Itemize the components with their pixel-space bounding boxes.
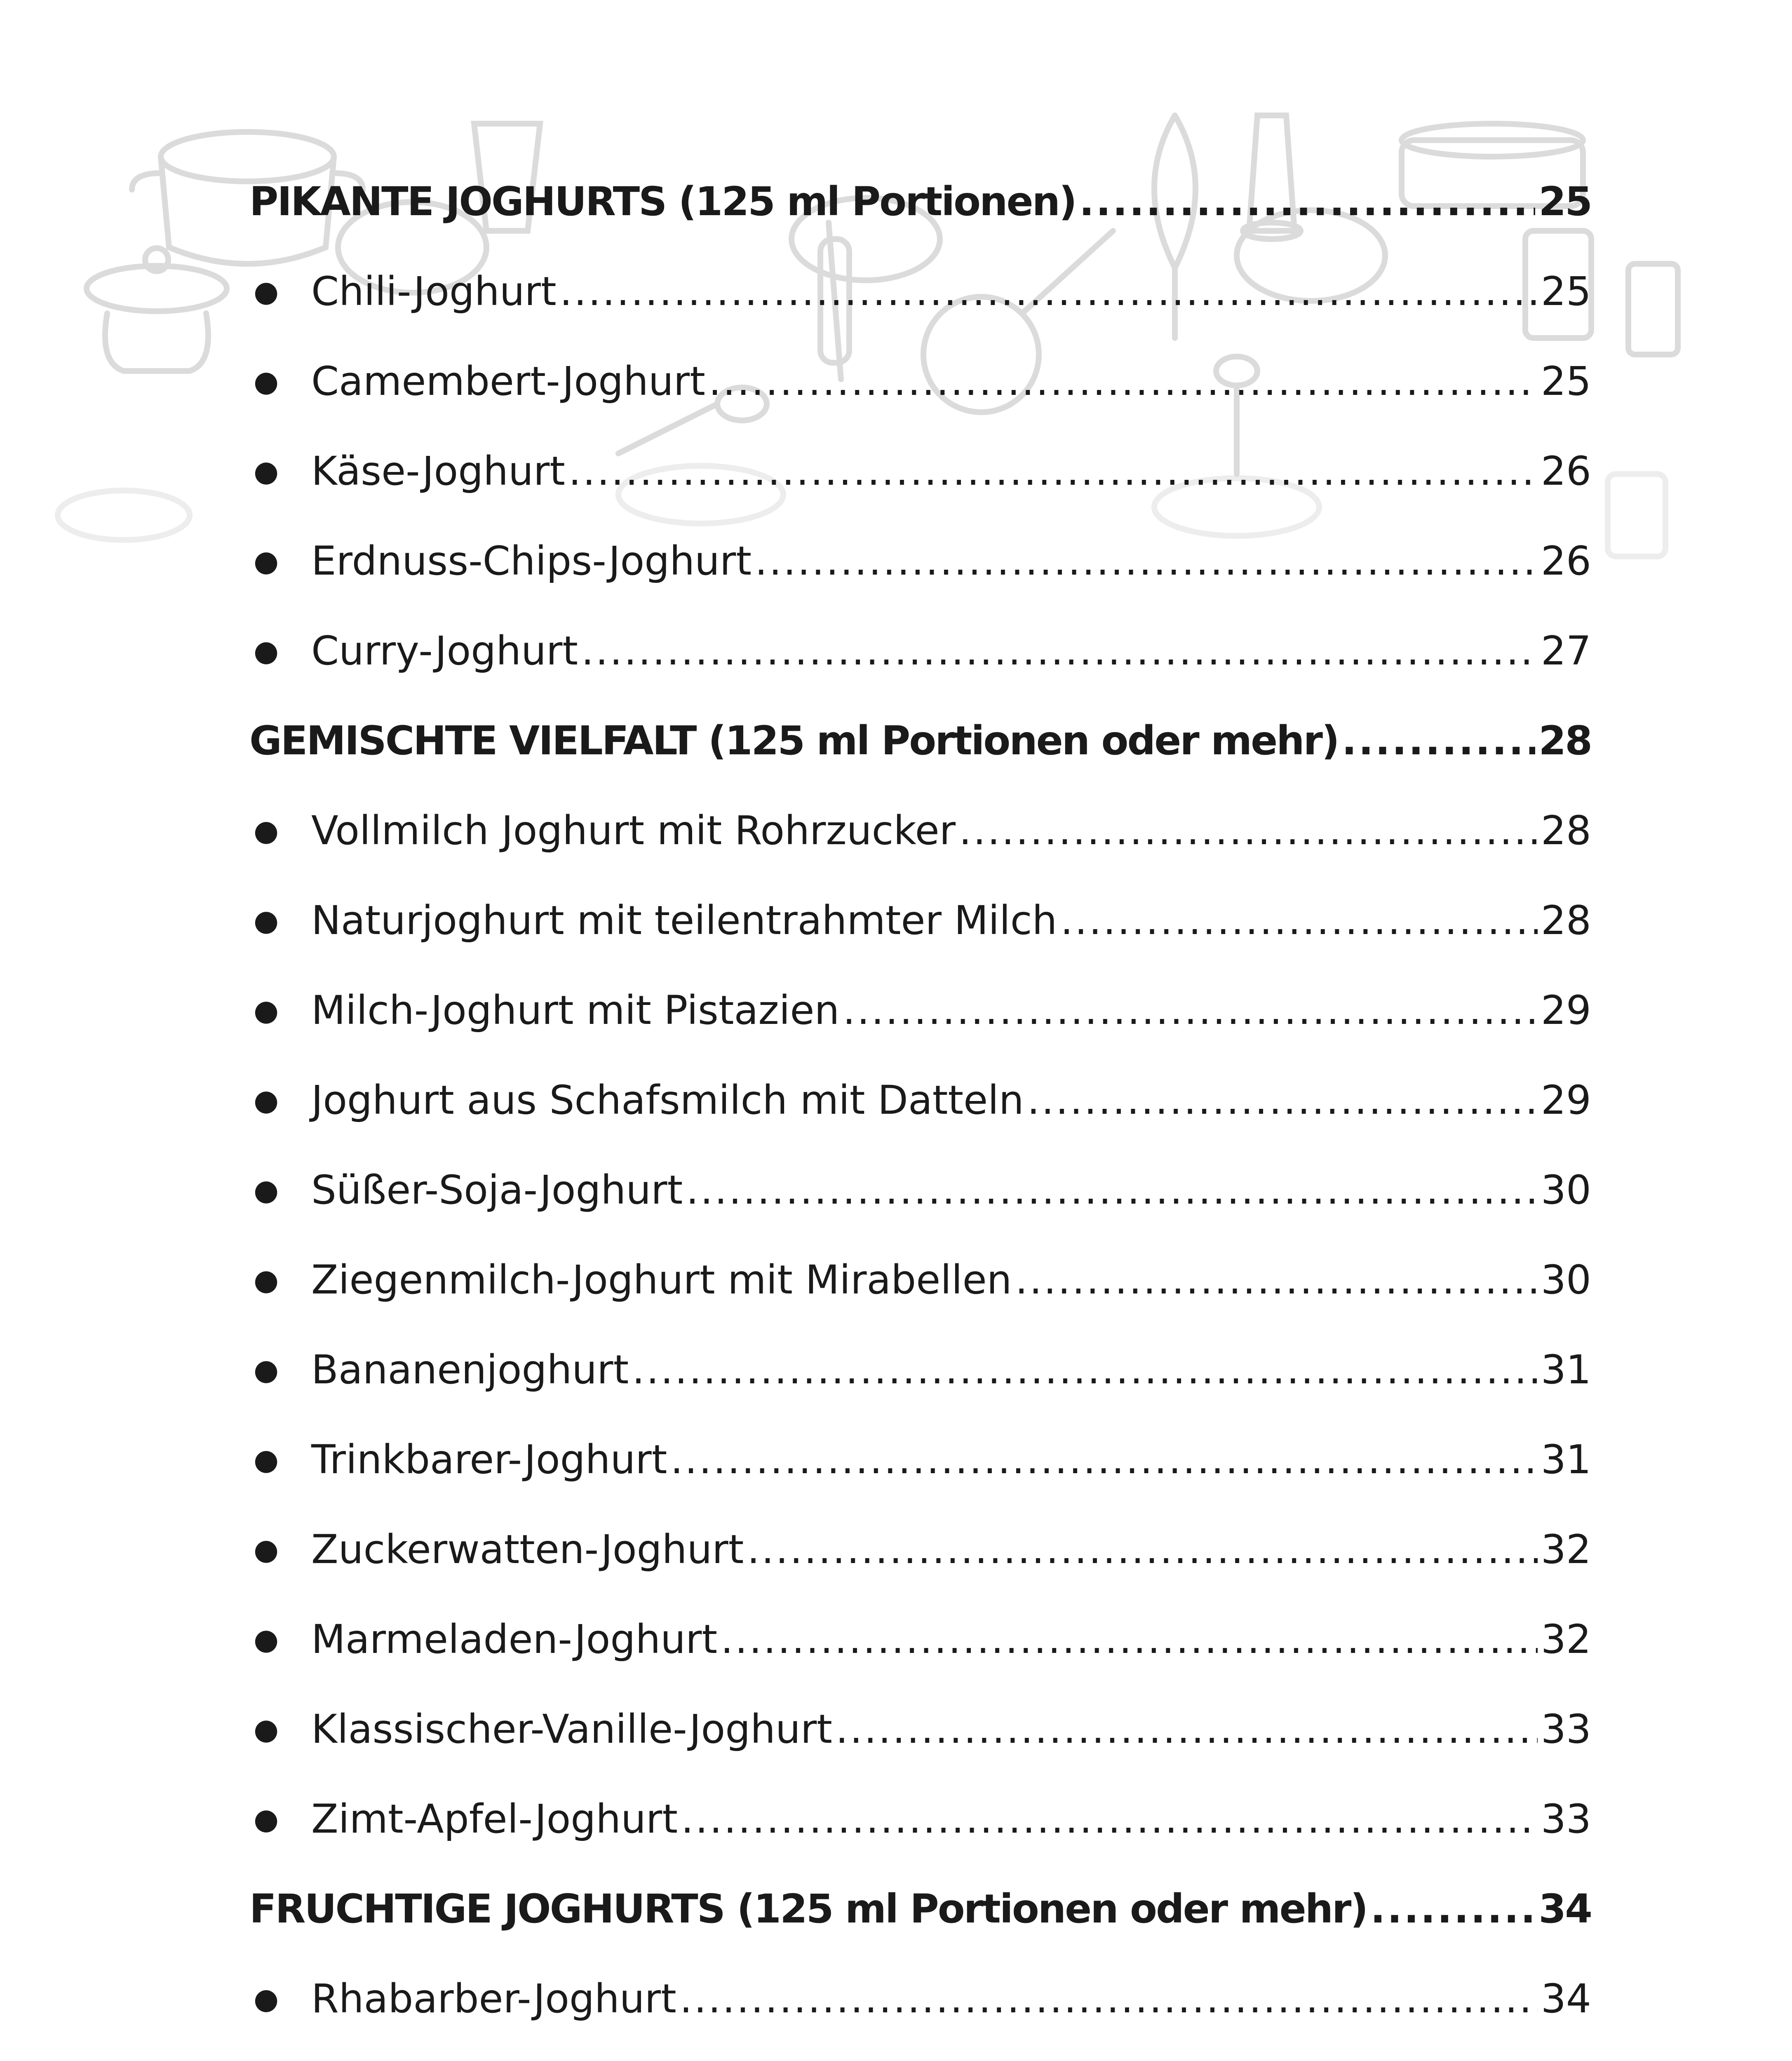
table-of-contents	[249, 157, 1591, 2061]
entry-label: Süßer-Soja-Joghurt	[311, 1167, 683, 1213]
toc-entry[interactable]	[249, 1594, 1591, 1684]
entry-label: Marmeladen-Joghurt	[311, 1616, 718, 1662]
section-title: PIKANTE JOGHURTS (125 ml Portionen)	[249, 178, 1076, 225]
page-number: 33	[1541, 1796, 1591, 1842]
entry-label: Rhabarber-Joghurt	[311, 1976, 676, 2022]
dot-leader	[681, 1774, 1538, 1864]
page-number: 33	[1541, 1706, 1591, 1752]
entry-label	[311, 2044, 617, 2061]
entry-label: Camembert-Joghurt	[311, 358, 705, 404]
bullet-icon: ●	[254, 364, 279, 398]
toc-entry[interactable]	[249, 1235, 1591, 1325]
entry-label: Erdnuss-Chips-Joghurt	[311, 538, 752, 584]
toc-entry[interactable]	[249, 1954, 1591, 2044]
dot-leader	[843, 965, 1538, 1055]
page-number: 26	[1541, 538, 1591, 584]
bullet-icon: ●	[254, 1802, 279, 1836]
bullet-icon: ●	[254, 1443, 279, 1477]
page-number: 31	[1541, 1437, 1591, 1483]
toc-section-heading[interactable]	[249, 1864, 1591, 1954]
toc-entry[interactable]	[249, 246, 1591, 336]
page-number: 28	[1541, 897, 1591, 944]
entry-label: Vollmilch Joghurt mit Rohrzucker	[311, 807, 956, 854]
entry-label: Klassischer-Vanille-Joghurt	[311, 1706, 832, 1752]
entry-label: Joghurt aus Schafsmilch mit Datteln	[311, 1077, 1024, 1123]
dot-leader	[836, 1684, 1538, 1774]
bullet-icon: ●	[254, 814, 279, 847]
page-number: 32	[1541, 1526, 1591, 1573]
entry-label: Zuckerwatten-Joghurt	[311, 1526, 744, 1573]
dot-leader	[1015, 1235, 1538, 1325]
dot-leader	[709, 336, 1538, 426]
bullet-icon: ●	[254, 544, 279, 578]
bullet-icon	[254, 2044, 278, 2061]
dot-leader	[1370, 1864, 1535, 1954]
dot-leader	[680, 1954, 1538, 2044]
dot-leader	[620, 2044, 1538, 2061]
dot-leader	[1027, 1055, 1538, 1145]
bullet-icon: ●	[254, 454, 279, 488]
dot-leader	[686, 1145, 1538, 1235]
bullet-icon: ●	[254, 1533, 279, 1566]
entry-label: Ziegenmilch-Joghurt mit Mirabellen	[311, 1257, 1012, 1303]
bullet-icon: ●	[254, 1173, 279, 1207]
page-number: 32	[1541, 1616, 1591, 1662]
bullet-icon: ●	[254, 634, 279, 668]
page-number	[1541, 2044, 1591, 2061]
page-number: 30	[1541, 1167, 1591, 1213]
toc-entry[interactable]	[249, 1145, 1591, 1235]
section-title: GEMISCHTE VIELFALT (125 ml Portionen oder mehr)	[249, 718, 1339, 764]
bullet-icon: ●	[254, 1083, 279, 1117]
dot-leader	[721, 1594, 1538, 1684]
section-title: FRUCHTIGE JOGHURTS (125 ml Portionen oder mehr)	[249, 1886, 1367, 1932]
bullet-icon: ●	[254, 904, 279, 937]
page-number: 27	[1541, 628, 1591, 674]
entry-label: Trinkbarer-Joghurt	[311, 1437, 667, 1483]
page-number: 34	[1541, 1976, 1591, 2022]
page-number: 34	[1538, 1886, 1591, 1932]
bullet-icon: ●	[254, 1712, 279, 1746]
dot-leader	[959, 786, 1538, 876]
toc-entry[interactable]	[249, 1684, 1591, 1774]
toc-entry[interactable]	[249, 426, 1591, 516]
entry-label: Bananenjoghurt	[311, 1347, 629, 1393]
page-number: 26	[1541, 448, 1591, 494]
entry-label: Chili-Joghurt	[311, 268, 557, 315]
dot-leader	[560, 246, 1538, 336]
page-number: 29	[1541, 987, 1591, 1033]
toc-section-heading[interactable]	[249, 696, 1591, 786]
toc-entry[interactable]	[249, 606, 1591, 696]
toc-entry[interactable]	[249, 1055, 1591, 1145]
bullet-icon: ●	[254, 1353, 279, 1387]
page-number: 31	[1541, 1347, 1591, 1393]
toc-entry[interactable]	[249, 1325, 1591, 1415]
page-number: 28	[1541, 807, 1591, 854]
dot-leader	[1060, 876, 1538, 965]
dot-leader	[670, 1415, 1537, 1505]
page-number: 28	[1538, 718, 1591, 764]
entry-label: Milch-Joghurt mit Pistazien	[311, 987, 840, 1033]
toc-entry[interactable]	[249, 876, 1591, 965]
page-number: 25	[1541, 268, 1591, 315]
dot-leader	[1342, 696, 1536, 786]
toc-entry[interactable]	[249, 786, 1591, 876]
entry-label: Naturjoghurt mit teilentrahmter Milch	[311, 897, 1057, 944]
toc-entry[interactable]	[249, 2044, 1591, 2061]
toc-entry[interactable]	[249, 516, 1591, 606]
bullet-icon: ●	[254, 275, 279, 308]
bullet-icon: ●	[254, 1263, 279, 1297]
dot-leader	[632, 1325, 1538, 1415]
dot-leader	[1079, 157, 1536, 246]
entry-label: Zimt-Apfel-Joghurt	[311, 1796, 678, 1842]
toc-entry[interactable]	[249, 336, 1591, 426]
pot-lid-icon	[87, 248, 227, 371]
dot-leader	[755, 516, 1538, 606]
entry-label: Curry-Joghurt	[311, 628, 578, 674]
toc-entry[interactable]	[249, 1505, 1591, 1594]
dot-leader	[747, 1505, 1537, 1594]
entry-label: Käse-Joghurt	[311, 448, 565, 494]
page-number: 30	[1541, 1257, 1591, 1303]
bullet-icon: ●	[254, 993, 279, 1027]
page-number: 29	[1541, 1077, 1591, 1123]
bullet-icon: ●	[254, 1982, 279, 2016]
page-number: 25	[1538, 178, 1591, 225]
dot-leader	[568, 426, 1538, 516]
toc-section-heading[interactable]	[249, 157, 1591, 246]
toc-entry[interactable]	[249, 1774, 1591, 1864]
dot-leader	[581, 606, 1538, 696]
toc-entry[interactable]	[249, 965, 1591, 1055]
bullet-icon: ●	[254, 1622, 279, 1656]
toc-entry[interactable]	[249, 1415, 1591, 1505]
page-number: 25	[1541, 358, 1591, 404]
